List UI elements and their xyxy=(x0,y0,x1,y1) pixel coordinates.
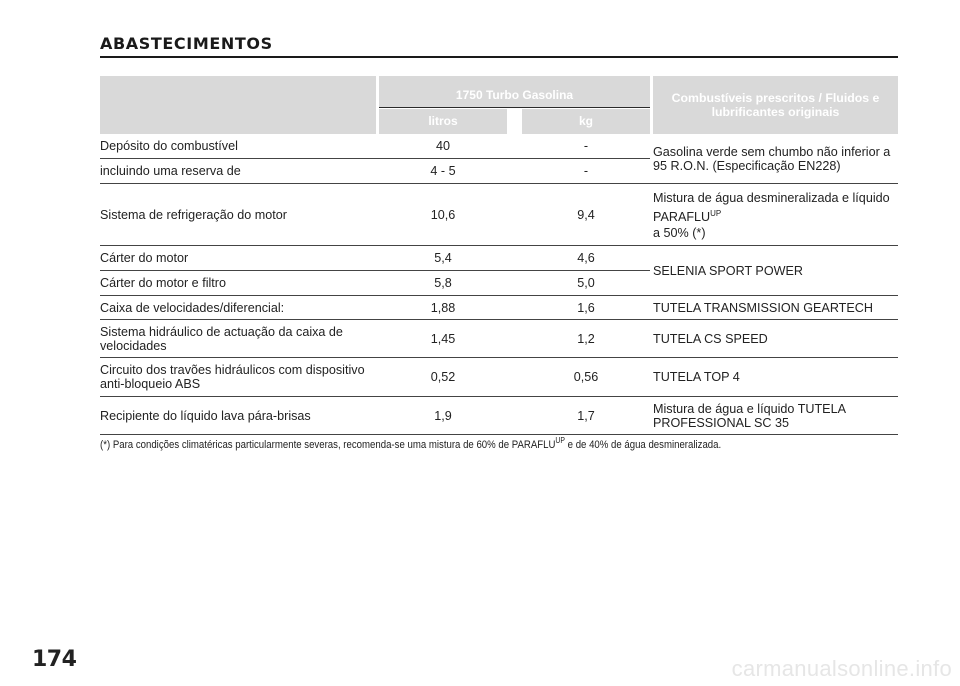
row-description: Caixa de velocidades/diferencial: xyxy=(100,300,285,315)
fluid-engine-oil: SELENIA SPORT POWER xyxy=(653,263,804,278)
row-kg: 4,6 xyxy=(577,251,595,265)
row-kg: 9,4 xyxy=(577,207,595,222)
fluid-gearbox: TUTELA TRANSMISSION GEARTECH xyxy=(653,300,873,315)
row-description: Cárter do motor e filtro xyxy=(100,276,226,290)
fluid-coolant xyxy=(653,184,898,245)
fluid-coolant-percent: a 50% xyxy=(653,226,689,240)
table-row xyxy=(100,296,898,319)
row-litros: 5,8 xyxy=(434,276,452,290)
row-description: Sistema de refrigeração do motor xyxy=(100,207,287,222)
row-litros: 5,4 xyxy=(434,251,452,265)
row-kg: 5,0 xyxy=(577,276,595,290)
row-kg: - xyxy=(583,139,589,153)
row-description: Cárter do motor xyxy=(100,251,189,265)
row-description: Sistema hidráulico de actuação da caixa de velocidades xyxy=(100,324,343,353)
page-title: ABASTECIMENTOS xyxy=(100,34,898,58)
fluid-hydraulic: TUTELA CS SPEED xyxy=(653,331,768,346)
footnote-text-end: e de 40% de água desmineralizada. xyxy=(564,439,722,451)
row-kg: 0,56 xyxy=(573,370,599,384)
row-description: Circuito dos travões hidráulicos com dispositivo anti-bloqueio ABS xyxy=(100,363,365,391)
capacities-table xyxy=(100,76,898,430)
fluid-washer: Mistura de água e líquido TUTELA PROFESSIONAL SC 35 xyxy=(653,401,846,430)
fluid-coolant-note-mark: (*) xyxy=(692,226,706,240)
fluid-fuel: Gasolina verde sem chumbo não inferior a 95 R.O.N. (Especificação EN228) xyxy=(653,144,891,173)
table-row xyxy=(100,358,898,396)
row-kg: - xyxy=(583,164,589,178)
table-row xyxy=(100,397,898,434)
header-fluids: Combustíveis prescritos / Fluidos e lubrificantes originais xyxy=(653,76,898,134)
footnote-superscript: UP xyxy=(555,436,565,445)
fluid-coolant-superscript: UP xyxy=(710,209,722,218)
row-litros: 4 - 5 xyxy=(430,164,456,178)
row-kg: 1,7 xyxy=(577,408,595,423)
header-litros: litros xyxy=(379,109,507,134)
header-kg: kg xyxy=(522,109,650,134)
row-litros: 40 xyxy=(435,139,450,153)
fluid-coolant-brand: PARAFLU xyxy=(653,210,711,224)
fluid-brake: TUTELA TOP 4 xyxy=(653,370,740,384)
row-litros: 10,6 xyxy=(430,207,456,222)
row-kg: 1,2 xyxy=(577,331,595,346)
fluid-coolant-line2 xyxy=(653,206,898,225)
header-engine-group: 1750 Turbo Gasolina xyxy=(379,76,650,108)
row-litros: 1,88 xyxy=(430,300,456,315)
row-divider xyxy=(100,434,898,435)
row-litros: 0,52 xyxy=(430,370,456,384)
row-description: incluindo uma reserva de xyxy=(100,164,241,178)
fluid-coolant-line1: Mistura de água desmineralizada e líquido xyxy=(653,191,890,205)
row-litros: 1,9 xyxy=(434,408,452,423)
header-blank-cell xyxy=(100,76,376,134)
table-header xyxy=(100,76,898,134)
row-litros: 1,45 xyxy=(430,331,456,346)
table-row xyxy=(100,320,898,357)
footnote-text: (*) Para condições climatéricas particularmente severas, recomenda-se uma mistura de 60% de PARAFLU xyxy=(100,439,556,451)
row-kg: 1,6 xyxy=(577,300,595,315)
row-description: Recipiente do líquido lava pára-brisas xyxy=(100,408,311,423)
table-row xyxy=(100,184,898,245)
page-number: 174 xyxy=(32,647,77,672)
watermark: carmanualsonline.info xyxy=(731,656,952,681)
row-description: Depósito do combustível xyxy=(100,139,238,153)
footnote xyxy=(100,436,788,451)
fluid-coolant-line3 xyxy=(653,225,898,241)
